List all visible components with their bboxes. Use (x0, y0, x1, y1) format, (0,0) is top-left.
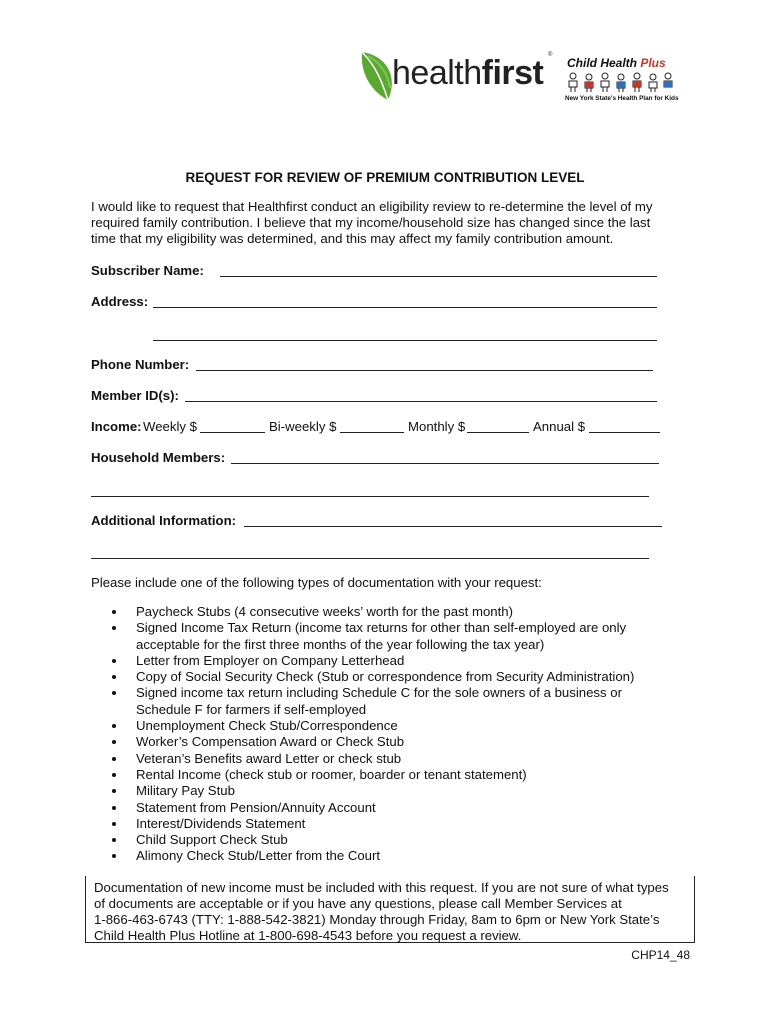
list-item: Interest/Dividends Statement (112, 816, 634, 832)
intro-line-2: required family contribution. I believe that my income/household size has changed since the last (91, 215, 651, 230)
income-monthly-field[interactable] (467, 432, 529, 433)
member-ids-field[interactable] (185, 401, 657, 402)
bullet-icon (112, 854, 116, 858)
member-ids-label: Member ID(s): (91, 388, 179, 403)
bullet-icon (112, 806, 116, 810)
bullet-icon (112, 740, 116, 744)
address-field-line-1[interactable] (153, 307, 657, 308)
income-label: Income: (91, 419, 142, 434)
bullet-icon (112, 773, 116, 777)
income-annual-field[interactable] (589, 432, 660, 433)
list-item-continuation: Schedule F for farmers if self-employed (136, 701, 367, 717)
list-item-continuation: acceptable for the first three months of the year following the tax year) (136, 636, 545, 652)
household-members-field-line-1[interactable] (231, 463, 659, 464)
income-biweekly-field[interactable] (340, 432, 404, 433)
list-item: Worker’s Compensation Award or Check Stub (112, 734, 634, 750)
list-item: Signed income tax return including Schedule C for the sole owners of a business or (112, 685, 634, 701)
income-annual-label: Annual $ (533, 419, 586, 434)
notice-line-1: Documentation of new income must be included with this request. If you are not sure of what types (94, 880, 669, 895)
household-members-label: Household Members: (91, 450, 226, 465)
healthfirst-wordmark: healthfirst (392, 54, 544, 92)
document-title: REQUEST FOR REVIEW OF PREMIUM CONTRIBUTION LEVEL (185, 170, 585, 185)
list-item: Letter from Employer on Company Letterhead (112, 653, 634, 669)
income-monthly-label: Monthly $ (408, 419, 466, 434)
form-code: CHP14_48 (631, 948, 690, 962)
subscriber-name-field[interactable] (220, 276, 657, 277)
intro-line-1: I would like to request that Healthfirst conduct an eligibility review to re-determine the level of my (91, 199, 653, 214)
additional-info-field-line-2[interactable] (91, 558, 649, 559)
income-weekly-label: Weekly $ (143, 419, 197, 434)
bullet-icon (112, 838, 116, 842)
healthfirst-logo (358, 48, 553, 103)
list-item: Rental Income (check stub or roomer, boarder or tenant statement) (112, 767, 634, 783)
bullet-icon (112, 626, 116, 630)
bullet-icon (112, 757, 116, 761)
address-label: Address: (91, 294, 149, 309)
bullet-icon (112, 724, 116, 728)
phone-number-label: Phone Number: (91, 357, 190, 372)
additional-info-label: Additional Information: (91, 513, 237, 528)
bullet-icon (112, 822, 116, 826)
list-item: Paycheck Stubs (4 consecutive weeks’ worth for the past month) (112, 604, 634, 620)
income-biweekly-label: Bi-weekly $ (269, 419, 337, 434)
list-item: Copy of Social Security Check (Stub or correspondence from Security Administration) (112, 669, 634, 685)
chp-wordmark: Child Health Plus (567, 56, 666, 70)
intro-line-3: time that my eligibility was determined, and this may affect my family contribution amount. (91, 231, 614, 246)
household-members-field-line-2[interactable] (91, 496, 649, 497)
list-item: Signed Income Tax Return (income tax returns for other than self-employed are only (112, 620, 634, 636)
bullet-icon (112, 691, 116, 695)
bullet-icon (112, 610, 116, 614)
additional-info-field-line-1[interactable] (244, 526, 662, 527)
documentation-list (112, 604, 634, 865)
child-health-plus-logo (565, 56, 679, 106)
list-item: Military Pay Stub (112, 783, 634, 799)
notice-box (85, 876, 695, 943)
list-item: Statement from Pension/Annuity Account (112, 800, 634, 816)
list-item: Veteran’s Benefits award Letter or check stub (112, 751, 634, 767)
list-item: Alimony Check Stub/Letter from the Court (112, 848, 634, 864)
documentation-intro: Please include one of the following types of documentation with your request: (91, 575, 542, 590)
notice-line-2: of documents are acceptable or if you have any questions, please call Member Services at (94, 896, 622, 911)
subscriber-name-label: Subscriber Name: (91, 263, 204, 278)
notice-line-4: Child Health Plus Hotline at 1-800-698-4543 before you request a review. (94, 928, 522, 943)
phone-number-field[interactable] (196, 370, 653, 371)
income-weekly-field[interactable] (200, 432, 265, 433)
bullet-icon (112, 675, 116, 679)
kids-illustration-icon (565, 71, 673, 93)
list-item: Unemployment Check Stub/Correspondence (112, 718, 634, 734)
registered-mark: ® (548, 52, 553, 58)
bullet-icon (112, 659, 116, 663)
list-item: Child Support Check Stub (112, 832, 634, 848)
bullet-icon (112, 789, 116, 793)
address-field-line-2[interactable] (153, 340, 657, 341)
notice-line-3: 1-866-463-6743 (TTY: 1-888-542-3821) Monday through Friday, 8am to 6pm or New York State’s (94, 912, 660, 927)
chp-tagline: New York State's Health Plan for Kids (565, 95, 679, 102)
